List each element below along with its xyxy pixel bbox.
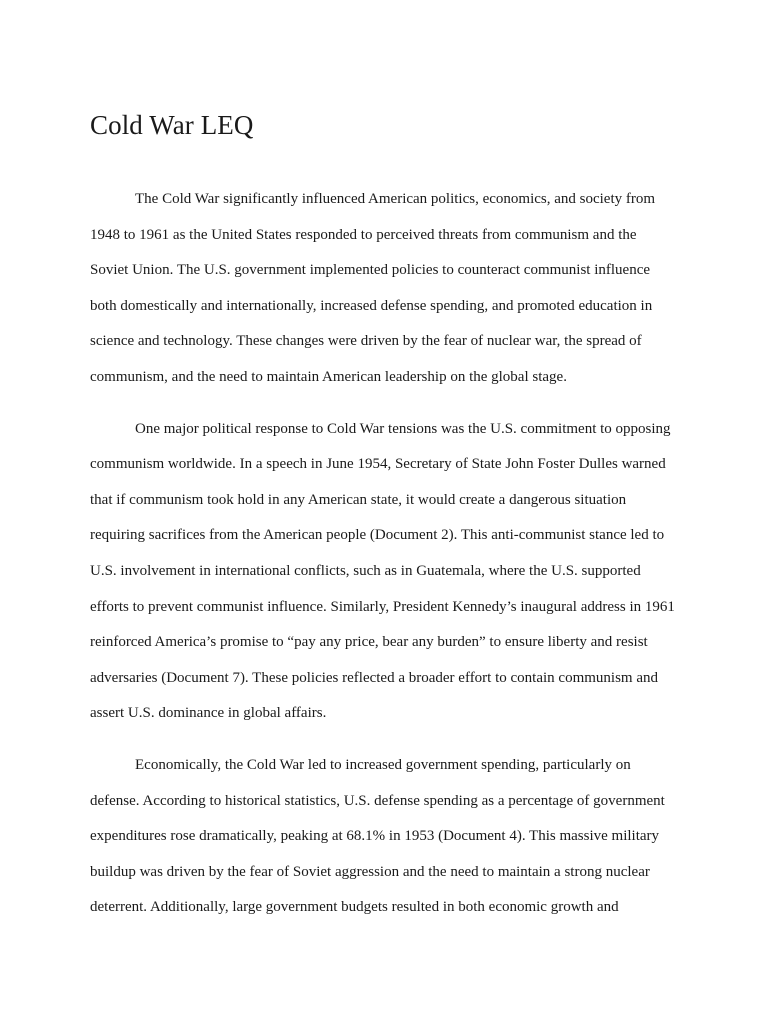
paragraph-line: assert U.S. dominance in global affairs. (90, 705, 327, 722)
paragraph-line: communism worldwide. In a speech in June 1954, Secretary of State John Foster Dulles warned (90, 456, 666, 473)
paragraph-line: U.S. involvement in international conflicts, such as in Guatemala, where the U.S. supported (90, 562, 641, 579)
document-title: Cold War LEQ (90, 110, 254, 140)
paragraph-line: deterrent. Additionally, large government budgets resulted in both economic growth and (90, 899, 619, 916)
paragraph-line: The Cold War significantly influenced American politics, economics, and society from (135, 191, 656, 207)
paragraph-line: One major political response to Cold War tensions was the U.S. commitment to opposing (135, 420, 671, 437)
paragraph-line: adversaries (Document 7). These policies reflected a broader effort to contain communism and (90, 669, 658, 686)
paragraph-line: buildup was driven by the fear of Soviet aggression and the need to maintain a strong nuclear (90, 863, 650, 880)
paragraph-line: efforts to prevent communist influence. Similarly, President Kennedy’s inaugural address in 1961 (90, 598, 675, 615)
paragraph-political (90, 412, 690, 732)
paragraph-line: 1948 to 1961 as the United States responded to perceived threats from communism and the (90, 226, 637, 243)
paragraph-line: reinforced America’s promise to “pay any price, bear any burden” to ensure liberty and resist (90, 634, 648, 651)
paragraph-introduction (90, 182, 690, 396)
paragraph-economic (90, 748, 690, 926)
paragraph-line: defense. According to historical statistics, U.S. defense spending as a percentage of government (90, 792, 665, 809)
paragraph-line: Economically, the Cold War led to increased government spending, particularly on (135, 756, 631, 773)
paragraph-line: communism, and the need to maintain American leadership on the global stage. (90, 368, 567, 385)
paragraph-line: that if communism took hold in any American state, it would create a dangerous situation (90, 491, 627, 508)
paragraph-line: Soviet Union. The U.S. government implemented policies to counteract communist influence (90, 262, 651, 279)
paragraph-line: both domestically and internationally, increased defense spending, and promoted education in (90, 297, 653, 314)
paragraph-line: requiring sacrifices from the American people (Document 2). This anti-communist stance led to (90, 527, 665, 544)
paragraph-line: expenditures rose dramatically, peaking at 68.1% in 1953 (Document 4). This massive military (90, 828, 660, 845)
paragraph-line: science and technology. These changes were driven by the fear of nuclear war, the spread of (90, 333, 642, 350)
document-body (90, 182, 690, 942)
